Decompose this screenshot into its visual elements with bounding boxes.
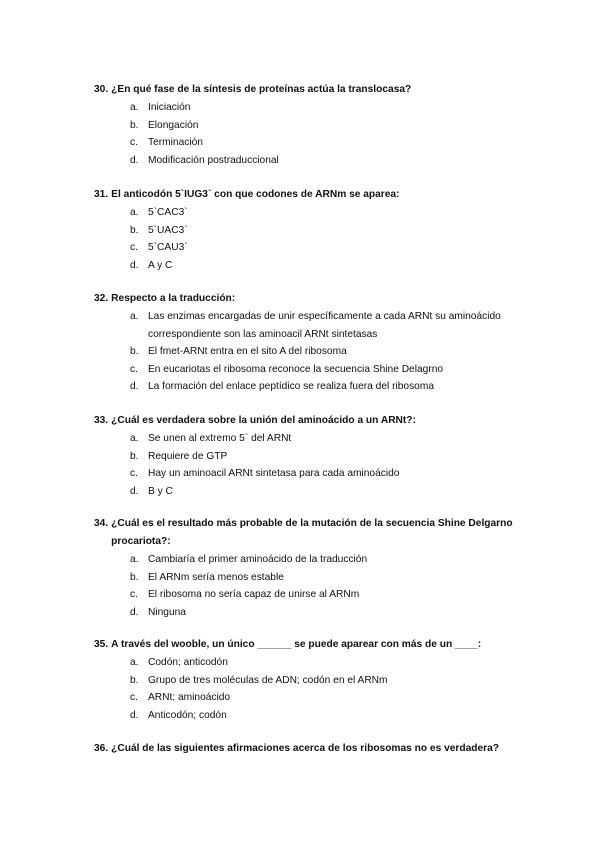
question-stem bbox=[94, 636, 544, 654]
question-number: 35. bbox=[94, 639, 109, 650]
question-text: Respecto a la traducción: bbox=[111, 293, 236, 304]
question-number: 30. bbox=[94, 84, 109, 95]
question-stem bbox=[94, 290, 544, 308]
question-35 bbox=[94, 636, 544, 724]
option-c: c. 5`CAU3` bbox=[130, 242, 188, 254]
option-c: c. Terminación bbox=[130, 137, 203, 149]
question-stem bbox=[94, 81, 544, 99]
question-stem bbox=[94, 186, 544, 204]
option-b: b. Grupo de tres moléculas de ADN; codón en el ARNm bbox=[130, 674, 388, 686]
question-stem bbox=[94, 412, 544, 430]
question-31 bbox=[94, 186, 544, 274]
question-stem bbox=[94, 515, 544, 551]
question-text: ¿En qué fase de la síntesis de proteínas actúa la translocasa? bbox=[111, 84, 412, 95]
option-list bbox=[94, 654, 544, 724]
question-33 bbox=[94, 412, 544, 500]
option-d: d. Modificación postraduccional bbox=[130, 154, 279, 166]
question-text: El anticodón 5`IUG3` con que codones de ARNm se aparea: bbox=[111, 189, 400, 200]
option-b: b. El fmet-ARNt entra en el sito A del ribosoma bbox=[130, 346, 347, 358]
option-a: a. Iniciación bbox=[130, 102, 191, 113]
option-a: a. Codón; anticodón bbox=[130, 657, 228, 668]
option-b: b. 5`UAC3` bbox=[130, 224, 188, 236]
option-a: a. 5`CAC3` bbox=[130, 207, 188, 218]
option-list bbox=[94, 204, 544, 274]
question-text: ¿Cuál es verdadera sobre la unión del aminoácido a un ARNt?: bbox=[111, 415, 416, 426]
option-list bbox=[94, 430, 544, 500]
option-d: d. Ninguna bbox=[130, 606, 186, 618]
question-number: 32. bbox=[94, 293, 109, 304]
question-text: ¿Cuál de las siguientes afirmaciones acerca de los ribosomas no es verdadera? bbox=[111, 743, 500, 754]
option-c: c. El ribosoma no sería capaz de unirse al ARNm bbox=[130, 589, 360, 601]
question-text: ¿Cuál es el resultado más probable de la mutación de la secuencia Shine Delgarno procariota?: bbox=[111, 518, 513, 547]
option-b: b. El ARNm sería menos estable bbox=[130, 571, 284, 583]
option-list bbox=[94, 551, 544, 621]
question-stem bbox=[94, 740, 544, 758]
option-d: d. A y C bbox=[130, 259, 173, 271]
option-b: b. Requiere de GTP bbox=[130, 450, 228, 462]
option-c: c. ARNt; aminoácido bbox=[130, 692, 231, 704]
question-34 bbox=[94, 515, 544, 621]
question-number: 33. bbox=[94, 415, 109, 426]
question-32 bbox=[94, 290, 544, 396]
option-list bbox=[94, 99, 544, 169]
option-c: c. En eucariotas el ribosoma reconoce la secuencia Shine Delagrno bbox=[130, 363, 444, 375]
question-number: 34. bbox=[94, 518, 109, 529]
option-d: d. La formación del enlace peptídico se realiza fuera del ribosoma bbox=[130, 381, 434, 393]
option-a: a. Las enzimas encargadas de unir específicamente a cada ARNt su aminoácido correspondiente son las aminoacil ARNt sintetasas bbox=[130, 311, 501, 340]
question-30 bbox=[94, 81, 544, 169]
option-a: a. Se unen al extremo 5` del ARNt bbox=[130, 433, 292, 444]
option-a: a. Cambiaría el primer aminoácido de la traducción bbox=[130, 554, 368, 565]
option-d: d. B y C bbox=[130, 485, 173, 497]
question-number: 31. bbox=[94, 189, 109, 200]
option-list bbox=[94, 308, 544, 396]
question-36 bbox=[94, 740, 544, 758]
question-number: 36. bbox=[94, 743, 109, 754]
option-c: c. Hay un aminoacil ARNt sintetasa para cada aminoácido bbox=[130, 468, 400, 480]
option-b: b. Elongación bbox=[130, 119, 199, 131]
option-d: d. Anticodón; codón bbox=[130, 709, 227, 721]
question-text: A través del wooble, un único ______ se puede aparear con más de un ____: bbox=[111, 639, 482, 650]
